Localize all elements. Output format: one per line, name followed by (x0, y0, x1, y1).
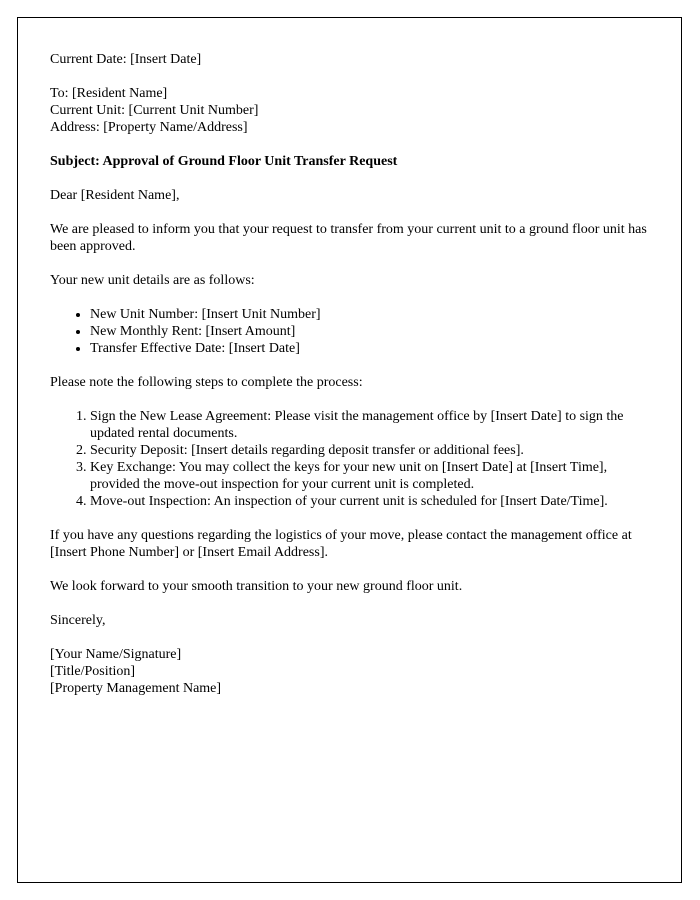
unit-detail-item: • New Unit Number: [Insert Unit Number] (90, 306, 649, 323)
letter-page (17, 17, 682, 883)
paragraph-contact: If you have any questions regarding the logistics of your move, please contact the management office at [Insert Phone Number] or [Insert Email Address]. (50, 528, 632, 560)
steps-list (50, 408, 649, 510)
salutation: Dear [Resident Name], (50, 188, 180, 203)
signature-block (50, 646, 649, 697)
signature-line: [Title/Position] (50, 664, 136, 679)
signoff: Sincerely, (50, 613, 106, 628)
signature-line: [Property Management Name] (50, 681, 222, 696)
paragraph-closing: We look forward to your smooth transition to your new ground floor unit. (50, 579, 463, 594)
paragraph-approval: We are pleased to inform you that your request to transfer from your current unit to a ground floor unit has been approved. (50, 222, 647, 254)
unit-detail-item: • Transfer Effective Date: [Insert Date] (90, 340, 649, 357)
current-date-line: Current Date: [Insert Date] (50, 52, 202, 67)
paragraph-steps-intro: Please note the following steps to complete the process: (50, 375, 363, 390)
current-unit-line: Current Unit: [Current Unit Number] (50, 103, 259, 118)
step-item: 2. Security Deposit: [Insert details regarding deposit transfer or additional fees]. (90, 442, 649, 459)
to-line: To: [Resident Name] (50, 86, 168, 101)
paragraph-details-intro: Your new unit details are as follows: (50, 273, 255, 288)
address-line: Address: [Property Name/Address] (50, 120, 248, 135)
unit-details-list (50, 306, 649, 357)
recipient-block (50, 85, 649, 136)
unit-detail-item: • New Monthly Rent: [Insert Amount] (90, 323, 649, 340)
subject-line: Subject: Approval of Ground Floor Unit Transfer Request (50, 154, 398, 169)
signature-line: [Your Name/Signature] (50, 647, 182, 662)
step-item: 3. Key Exchange: You may collect the keys for your new unit on [Insert Date] at [Insert Time], provided the move-out inspection for your current unit is completed. (90, 459, 649, 493)
step-item: 4. Move-out Inspection: An inspection of your current unit is scheduled for [Insert Date/Time]. (90, 493, 649, 510)
step-item: 1. Sign the New Lease Agreement: Please visit the management office by [Insert Date] to sign the updated rental documents. (90, 408, 649, 442)
